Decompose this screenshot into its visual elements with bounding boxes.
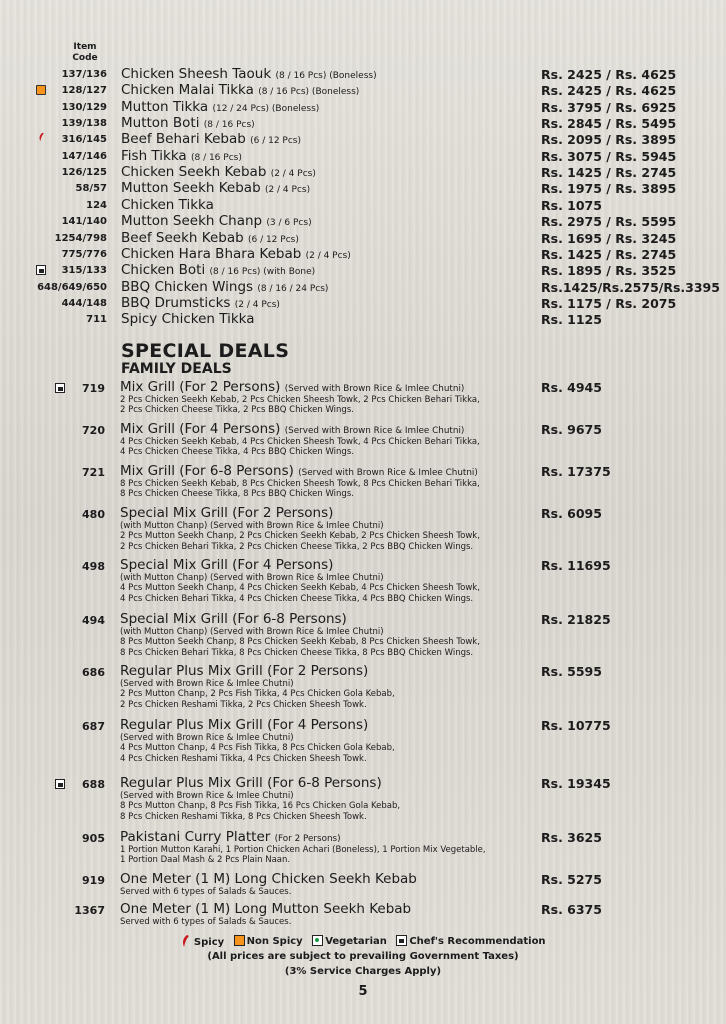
deal-description <box>120 437 480 458</box>
non-spicy-icon <box>36 85 46 95</box>
item-price: Rs. 2845 / Rs. 5495 <box>541 116 677 132</box>
deal-title: Special Mix Grill (For 2 Persons) <box>120 505 334 521</box>
item-price: Rs. 1175 / Rs. 2075 <box>541 295 677 311</box>
deal-price: Rs. 3625 <box>541 830 602 845</box>
item-name <box>121 279 328 297</box>
menu-item-row <box>0 131 726 147</box>
item-quantity: (12 / 24 Pcs) (Boneless) <box>212 103 320 114</box>
item-price: Rs. 1425 / Rs. 2745 <box>541 165 677 181</box>
deal-description-line: 1 Portion Daal Mash & 2 Pcs Plain Naan. <box>120 855 291 866</box>
item-name <box>121 148 242 166</box>
item-name <box>121 164 316 182</box>
deal-description <box>120 845 486 866</box>
item-title: Fish Tikka <box>121 147 187 164</box>
deal-description <box>120 521 480 552</box>
item-code: 58/57 <box>75 183 107 195</box>
item-code-header: Item Code <box>72 42 98 63</box>
legend-vegetarian <box>312 935 387 947</box>
menu-item-row <box>0 99 726 115</box>
deal-code: 480 <box>82 508 105 521</box>
chef-hat-icon <box>55 383 65 393</box>
non-spicy-icon <box>234 935 245 946</box>
menu-item-row <box>0 148 726 164</box>
item-price: Rs.1425/Rs.2575/Rs.3395 <box>541 279 720 295</box>
legend <box>0 934 726 948</box>
item-quantity: (8 / 16 Pcs) (Boneless) <box>258 87 360 98</box>
deal-description-line: Served with 6 types of Salads & Sauces. <box>120 887 292 897</box>
deal-price: Rs. 21825 <box>541 612 611 627</box>
item-quantity: (6 / 12 Pcs) <box>247 234 299 245</box>
deal-description-line: (with Mutton Chanp) (Served with Brown Rice & Imlee Chutni) <box>120 521 384 531</box>
deal-description <box>120 627 480 658</box>
legend-non-spicy-label: Non Spicy <box>246 936 303 947</box>
special-deals-title: SPECIAL DEALS <box>121 340 290 362</box>
deal-price: Rs. 10775 <box>541 718 611 733</box>
item-name <box>121 262 315 280</box>
item-name <box>121 99 319 117</box>
chef-hat-icon <box>55 779 65 789</box>
deal-code: 688 <box>82 778 105 791</box>
page-number: 5 <box>358 984 368 999</box>
item-price: Rs. 2425 / Rs. 4625 <box>541 67 677 82</box>
deal-description-line: 4 Pcs Chicken Cheese Tikka, 4 Pcs BBQ Chicken Wings. <box>120 447 354 458</box>
item-name <box>121 180 310 198</box>
menu-item-row <box>0 180 726 196</box>
legend-non-spicy <box>234 935 303 947</box>
vegetarian-icon <box>312 935 323 946</box>
deal-note: (Served with Brown Rice & Imlee Chutni) <box>284 384 465 394</box>
deal-description-line: 2 Pcs Chicken Behari Tikka, 2 Pcs Chicken Cheese Tikka, 2 Pcs BBQ Chicken Wings. <box>120 541 474 552</box>
menu-item-row <box>0 66 726 82</box>
item-price: Rs. 1695 / Rs. 3245 <box>541 230 677 246</box>
item-quantity: (3 / 6 Pcs) <box>266 218 312 229</box>
menu-item-row <box>0 246 726 262</box>
item-code: 141/140 <box>61 216 107 228</box>
deal-note: (For 2 Persons) <box>274 834 341 844</box>
deal-title: Mix Grill (For 6-8 Persons) <box>120 463 294 479</box>
chili-icon <box>180 934 190 948</box>
deal-price: Rs. 4945 <box>541 380 602 395</box>
deal-price: Rs. 5595 <box>541 664 602 679</box>
item-title: BBQ Chicken Wings <box>121 278 254 295</box>
chef-hat-icon <box>36 265 46 275</box>
deal-code: 721 <box>82 466 105 479</box>
service-charge-note: (3% Service Charges Apply) <box>284 966 442 977</box>
deal-title: Special Mix Grill (For 4 Persons) <box>120 557 334 573</box>
deal-description-line: 2 Pcs Chicken Reshami Tikka, 2 Pcs Chicken Sheesh Towk. <box>120 699 367 710</box>
item-price: Rs. 3795 / Rs. 6925 <box>541 99 677 115</box>
deal-description <box>120 917 291 927</box>
item-quantity: (2 / 4 Pcs) <box>305 250 351 261</box>
item-name <box>121 246 351 264</box>
item-quantity: (8 / 16 Pcs) (with Bone) <box>209 267 316 278</box>
menu-item-row <box>0 164 726 180</box>
item-name <box>121 66 377 84</box>
deal-code: 686 <box>82 666 105 679</box>
item-quantity: (8 / 16 Pcs) <box>190 152 242 163</box>
item-code: 126/125 <box>61 167 107 179</box>
deal-code: 494 <box>82 614 105 627</box>
item-code: 124 <box>86 199 107 211</box>
item-title: Beef Seekh Kebab <box>121 229 244 246</box>
tax-note: (All prices are subject to prevailing Government Taxes) <box>207 951 519 962</box>
menu-item-row <box>0 279 726 295</box>
menu-item-row <box>0 82 726 98</box>
deal-code: 498 <box>82 560 105 573</box>
chili-icon <box>36 132 46 142</box>
deal-price: Rs. 6375 <box>541 902 602 917</box>
deal-title: One Meter (1 M) Long Mutton Seekh Kebab <box>120 901 412 917</box>
item-price: Rs. 2975 / Rs. 5595 <box>541 214 677 230</box>
menu-item-row <box>0 311 726 327</box>
item-title: Chicken Boti <box>121 262 206 279</box>
item-name <box>121 230 299 248</box>
deal-description-line: 4 Pcs Mutton Seekh Chanp, 4 Pcs Chicken Seekh Kebab, 4 Pcs Chicken Sheesh Towk, <box>120 583 480 594</box>
deal-description-line: (Served with Brown Rice & Imlee Chutni) <box>120 679 294 689</box>
deal-description <box>120 573 480 604</box>
menu-item-row <box>0 295 726 311</box>
item-title: Chicken Tikka <box>121 196 214 213</box>
deal-description-line: 8 Pcs Chicken Seekh Kebab, 8 Pcs Chicken Sheesh Towk, 8 Pcs Chicken Behari Tikka, <box>120 479 480 489</box>
item-code: 444/148 <box>61 297 107 309</box>
legend-vegetarian-label: Vegetarian <box>325 936 387 947</box>
legend-spicy <box>180 934 224 948</box>
deal-price: Rs. 11695 <box>541 558 611 573</box>
deal-title: Regular Plus Mix Grill (For 2 Persons) <box>120 663 369 679</box>
item-quantity: (8 / 16 / 24 Pcs) <box>257 283 329 294</box>
deal-description <box>120 679 395 710</box>
item-price: Rs. 1975 / Rs. 3895 <box>541 181 677 197</box>
item-code: 137/136 <box>61 69 107 80</box>
item-title: Mutton Seekh Chanp <box>121 213 263 230</box>
deal-description-line: (Served with Brown Rice & Imlee Chutni) <box>120 733 294 743</box>
deal-price: Rs. 9675 <box>541 422 602 437</box>
item-code: 128/127 <box>61 85 107 97</box>
item-title: Mutton Seekh Kebab <box>121 180 261 197</box>
item-quantity: (2 / 4 Pcs) <box>234 299 280 310</box>
item-title: Beef Behari Kebab <box>121 131 246 148</box>
item-code: 139/138 <box>61 118 107 130</box>
deal-description-line: 8 Pcs Mutton Chanp, 8 Pcs Fish Tikka, 16 Pcs Chicken Gola Kebab, <box>120 801 401 812</box>
deal-code: 919 <box>82 874 105 887</box>
menu-item-row <box>0 115 726 131</box>
deal-description-line: 2 Pcs Mutton Seekh Chanp, 2 Pcs Chicken Seekh Kebab, 2 Pcs Chicken Sheesh Towk, <box>120 531 480 542</box>
deal-title: Regular Plus Mix Grill (For 6-8 Persons) <box>120 775 382 791</box>
deal-description-line: 4 Pcs Chicken Reshami Tikka, 4 Pcs Chicken Sheesh Towk. <box>120 753 367 764</box>
item-price: Rs. 3075 / Rs. 5945 <box>541 148 677 164</box>
menu-item-row <box>0 213 726 229</box>
legend-chef-label: Chef's Recommendation <box>409 936 546 947</box>
item-code: 315/133 <box>61 265 107 277</box>
family-deals-subtitle: FAMILY DEALS <box>121 361 232 377</box>
deal-description-line: 8 Pcs Chicken Cheese Tikka, 8 Pcs BBQ Chicken Wings. <box>120 489 354 500</box>
item-title: Spicy Chicken Tikka <box>121 311 255 328</box>
deal-title: Pakistani Curry Platter <box>120 829 271 845</box>
item-price: Rs. 2425 / Rs. 4625 <box>541 83 677 99</box>
item-code: 147/146 <box>61 150 107 162</box>
deal-description-line: 8 Pcs Chicken Behari Tikka, 8 Pcs Chicken Cheese Tikka, 8 Pcs BBQ Chicken Wings. <box>120 647 474 658</box>
deal-description-line: (Served with Brown Rice & Imlee Chutni) <box>120 791 294 801</box>
item-price: Rs. 2095 / Rs. 3895 <box>541 132 677 148</box>
item-title: BBQ Drumsticks <box>121 294 231 311</box>
deal-description-line: 8 Pcs Mutton Seekh Chanp, 8 Pcs Chicken Seekh Kebab, 8 Pcs Chicken Sheesh Towk, <box>120 637 480 648</box>
deal-description-line: 4 Pcs Chicken Behari Tikka, 4 Pcs Chicken Cheese Tikka, 4 Pcs BBQ Chicken Wings. <box>120 593 474 604</box>
deal-title: Regular Plus Mix Grill (For 4 Persons) <box>120 717 369 733</box>
item-name <box>121 115 255 133</box>
deal-price: Rs. 6095 <box>541 506 602 521</box>
deal-description-line: (with Mutton Chanp) (Served with Brown Rice & Imlee Chutni) <box>120 627 384 637</box>
item-quantity: (8 / 16 Pcs) <box>203 120 255 131</box>
item-name <box>121 82 359 100</box>
item-title: Chicken Sheesh Taouk <box>121 66 272 82</box>
deal-title: One Meter (1 M) Long Chicken Seekh Kebab <box>120 871 417 887</box>
chef-hat-icon <box>396 935 407 946</box>
item-name <box>121 295 280 313</box>
item-price: Rs. 1075 <box>541 197 602 213</box>
deal-description-line: Served with 6 types of Salads & Sauces. <box>120 917 292 927</box>
deal-code: 719 <box>82 382 105 395</box>
item-quantity: (8 / 16 Pcs) (Boneless) <box>275 71 377 81</box>
deal-description-line: 4 Pcs Chicken Seekh Kebab, 4 Pcs Chicken Sheesh Towk, 4 Pcs Chicken Behari Tikka, <box>120 437 480 447</box>
deal-price: Rs. 19345 <box>541 776 611 791</box>
deal-description <box>120 887 291 897</box>
deal-description-line: 1 Portion Mutton Karahi, 1 Portion Chicken Achari (Boneless), 1 Portion Mix Vegetable, <box>120 845 486 855</box>
item-name <box>121 213 312 231</box>
deal-note: (Served with Brown Rice & Imlee Chutni) <box>284 426 465 436</box>
item-code: 711 <box>86 314 107 326</box>
item-title: Chicken Seekh Kebab <box>121 164 267 181</box>
deal-code: 720 <box>82 424 105 437</box>
item-name <box>121 131 301 149</box>
deal-description-line: 2 Pcs Chicken Cheese Tikka, 2 Pcs BBQ Chicken Wings. <box>120 405 354 416</box>
item-quantity: (2 / 4 Pcs) <box>264 185 311 196</box>
item-title: Mutton Boti <box>121 115 200 132</box>
item-price: Rs. 1425 / Rs. 2745 <box>541 246 677 262</box>
deal-title: Mix Grill (For 2 Persons) <box>120 379 281 395</box>
item-price: Rs. 1895 / Rs. 3525 <box>541 263 677 279</box>
deal-description-line: (with Mutton Chanp) (Served with Brown Rice & Imlee Chutni) <box>120 573 384 583</box>
deal-description <box>120 479 480 500</box>
deal-title: Special Mix Grill (For 6-8 Persons) <box>120 611 347 627</box>
item-quantity: (6 / 12 Pcs) <box>250 136 301 147</box>
item-name <box>121 311 255 329</box>
deal-price: Rs. 17375 <box>541 464 611 479</box>
item-code: 1254/798 <box>54 232 107 244</box>
deal-description-line: 2 Pcs Mutton Chanp, 2 Pcs Fish Tikka, 4 Pcs Chicken Gola Kebab, <box>120 689 395 700</box>
deal-code: 905 <box>82 832 105 845</box>
deal-description <box>120 733 395 764</box>
menu-item-row <box>0 197 726 213</box>
legend-spicy-label: Spicy <box>193 937 225 948</box>
item-title: Mutton Tikka <box>121 98 209 115</box>
deal-note: (Served with Brown Rice & Imlee Chutni) <box>298 468 478 478</box>
item-code: 316/145 <box>61 134 107 146</box>
deal-description <box>120 791 400 822</box>
deal-description-line: 8 Pcs Chicken Reshami Tikka, 8 Pcs Chicken Sheesh Towk. <box>120 811 367 822</box>
deal-description-line: 2 Pcs Chicken Seekh Kebab, 2 Pcs Chicken Sheesh Towk, 2 Pcs Chicken Behari Tikka, <box>120 395 480 405</box>
deal-code: 1367 <box>74 904 105 917</box>
item-price: Rs. 1125 <box>541 312 602 328</box>
deal-price: Rs. 5275 <box>541 872 602 887</box>
deal-code: 687 <box>82 720 105 733</box>
deal-description <box>120 395 480 416</box>
item-title: Chicken Malai Tikka <box>121 82 254 99</box>
deal-description-line: 4 Pcs Mutton Chanp, 4 Pcs Fish Tikka, 8 Pcs Chicken Gola Kebab, <box>120 743 395 754</box>
deal-title: Mix Grill (For 4 Persons) <box>120 421 281 437</box>
item-name <box>121 197 214 215</box>
item-quantity: (2 / 4 Pcs) <box>270 169 316 180</box>
legend-chef <box>396 935 545 947</box>
item-code: 130/129 <box>61 101 107 113</box>
item-code: 775/776 <box>61 248 107 260</box>
menu-item-row <box>0 262 726 278</box>
menu-item-row <box>0 230 726 246</box>
item-title: Chicken Hara Bhara Kebab <box>121 245 302 262</box>
item-code: 648/649/650 <box>37 281 107 293</box>
